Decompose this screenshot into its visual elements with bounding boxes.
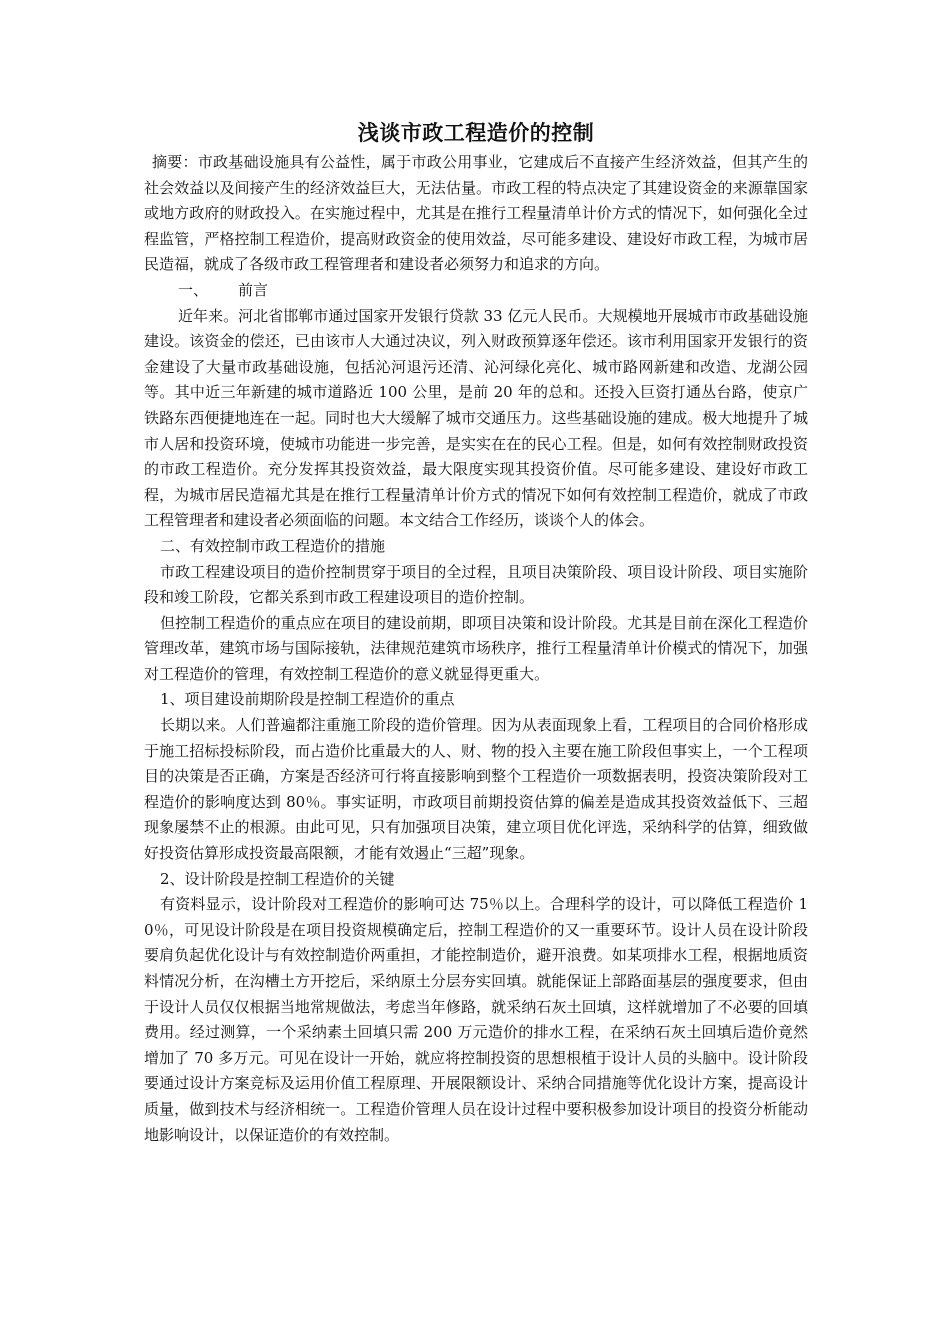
subsection-heading-1: 1、项目建设前期阶段是控制工程造价的重点 — [160, 690, 455, 709]
section-heading-measures: 二、有效控制市政工程造价的措施 — [160, 536, 386, 555]
subsection-paragraph-2: 有资料显示，设计阶段对工程造价的影响可达 75％以上。合理科学的设计，可以降低工程造价 10％，可见设计阶段是在项目投资规模确定后，控制工程造价的又一重要环节。设计人员在设计阶段要肩负起优化设计与有效控制造价两重担，才能控制造价，避开浪费。如某项排水工程，根据地质资料情况分析，在沟槽土方开挖后，采纳原土分层夯实回填。就能保证上部路面基层的强度要求，但由于设计人员仅仅根据当地常规做法，考虑当年修路，就采纳石灰土回填，这样就增加了不必要的回填费用。经过测算，一个采纳素土回填只需 200 万元造价的排水工程，在采纳石灰土回填后造价竟然增加了 70 多万元。可见在设计一开始，就应将控制投资的思想根植于设计人员的头脑中。设计阶段要通过设计方案竞标及运用价值工程原理、开展限额设计、采纳合同措施等优化设计方案，提高设计质量，做到技术与经济相统一。工程造价管理人员在设计过程中要积极参加设计项目的投资分析能动地影响设计，以保证造价的有效控制。 — [144, 895, 808, 1144]
section-heading-preface — [144, 278, 808, 304]
document-title: 浅谈市政工程造价的控制 — [357, 120, 595, 145]
preface-paragraph: 近年来。河北省邯郸市通过国家开发银行贷款 33 亿元人民币。大规模地开展城市市政基础设施建设。该资金的偿还，已由该市人大通过决议，列入财政预算逐年偿还。该市利用国家开发银行的资金建设了大量市政基础设施，包括沁河退污还清、沁河绿化亮化、城市路网新建和改造、龙湖公园等。其中近三年新建的城市道路近 100 公里，是前 20 年的总和。还投入巨资打通丛台路，使京广铁路东西便捷地连在一起。同时也大大缓解了城市交通压力。这些基础设施的建成。极大地提升了城市人居和投资环境，使城市功能进一步完善，是实实在在的民心工程。但是，如何有效控制财政投资的市政工程造价。充分发挥其投资效益，最大限度实现其投资价值。尽可能多建设、建设好市政工程，为城市居民造福尤其是在推行工程量清单计价方式的情况下如何有效控制工程造价，就成了市政工程管理者和建设者必须面临的问题。本文结合工作经历，谈谈个人的体会。 — [144, 306, 808, 530]
document-page — [144, 118, 808, 1148]
subsection-heading-2: 2、设计阶段是控制工程造价的关键 — [160, 869, 395, 888]
measures-paragraph-1: 市政工程建设项目的造价控制贯穿于项目的全过程，且项目决策阶段、项目设计阶段、项目实施阶段和竣工阶段，它都关系到市政工程建设项目的造价控制。 — [144, 562, 808, 607]
measures-paragraph-2: 但控制工程造价的重点应在项目的建设前期，即项目决策和设计阶段。尤其是目前在深化工程造价管理改革，建筑市场与国际接轨，法律规范建筑市场秩序，推行工程量清单计价模式的情况下，加强对工程造价的管理，有效控制工程造价的意义就显得更重大。 — [144, 613, 808, 683]
section-number: 一、 — [178, 280, 209, 299]
section-title: 前言 — [238, 280, 269, 299]
abstract-paragraph: 摘要：市政基础设施具有公益性，属于市政公用事业，它建成后不直接产生经济效益，但其产生的社会效益以及间接产生的经济效益巨大，无法估量。市政工程的特点决定了其建设资金的来源靠国家或地方政府的财政投入。在实施过程中，尤其是在推行工程量清单计价方式的情况下，如何强化全过程监管，严格控制工程造价，提高财政资金的使用效益，尽可能多建设、建设好市政工程，为城市居民造福，就成了各级市政工程管理者和建设者必须努力和追求的方向。 — [144, 153, 808, 274]
subsection-paragraph-1: 长期以来。人们普遍都注重施工阶段的造价管理。因为从表面现象上看，工程项目的合同价格形成于施工招标投标阶段，而占造价比重最大的人、财、物的投入主要在施工阶段但事实上，一个工程项目的决策是否正确，方案是否经济可行将直接影响到整个工程造价一项数据表明，投资决策阶段对工程造价的影响度达到 80％。事实证明，市政项目前期投资估算的偏差是造成其投资效益低下、三超现象屡禁不止的根源。由此可见，只有加强项目决策，建立项目优化评选，采纳科学的估算，细致做好投资估算形成投资最高限额，才能有效遏止“三超”现象。 — [144, 716, 808, 863]
